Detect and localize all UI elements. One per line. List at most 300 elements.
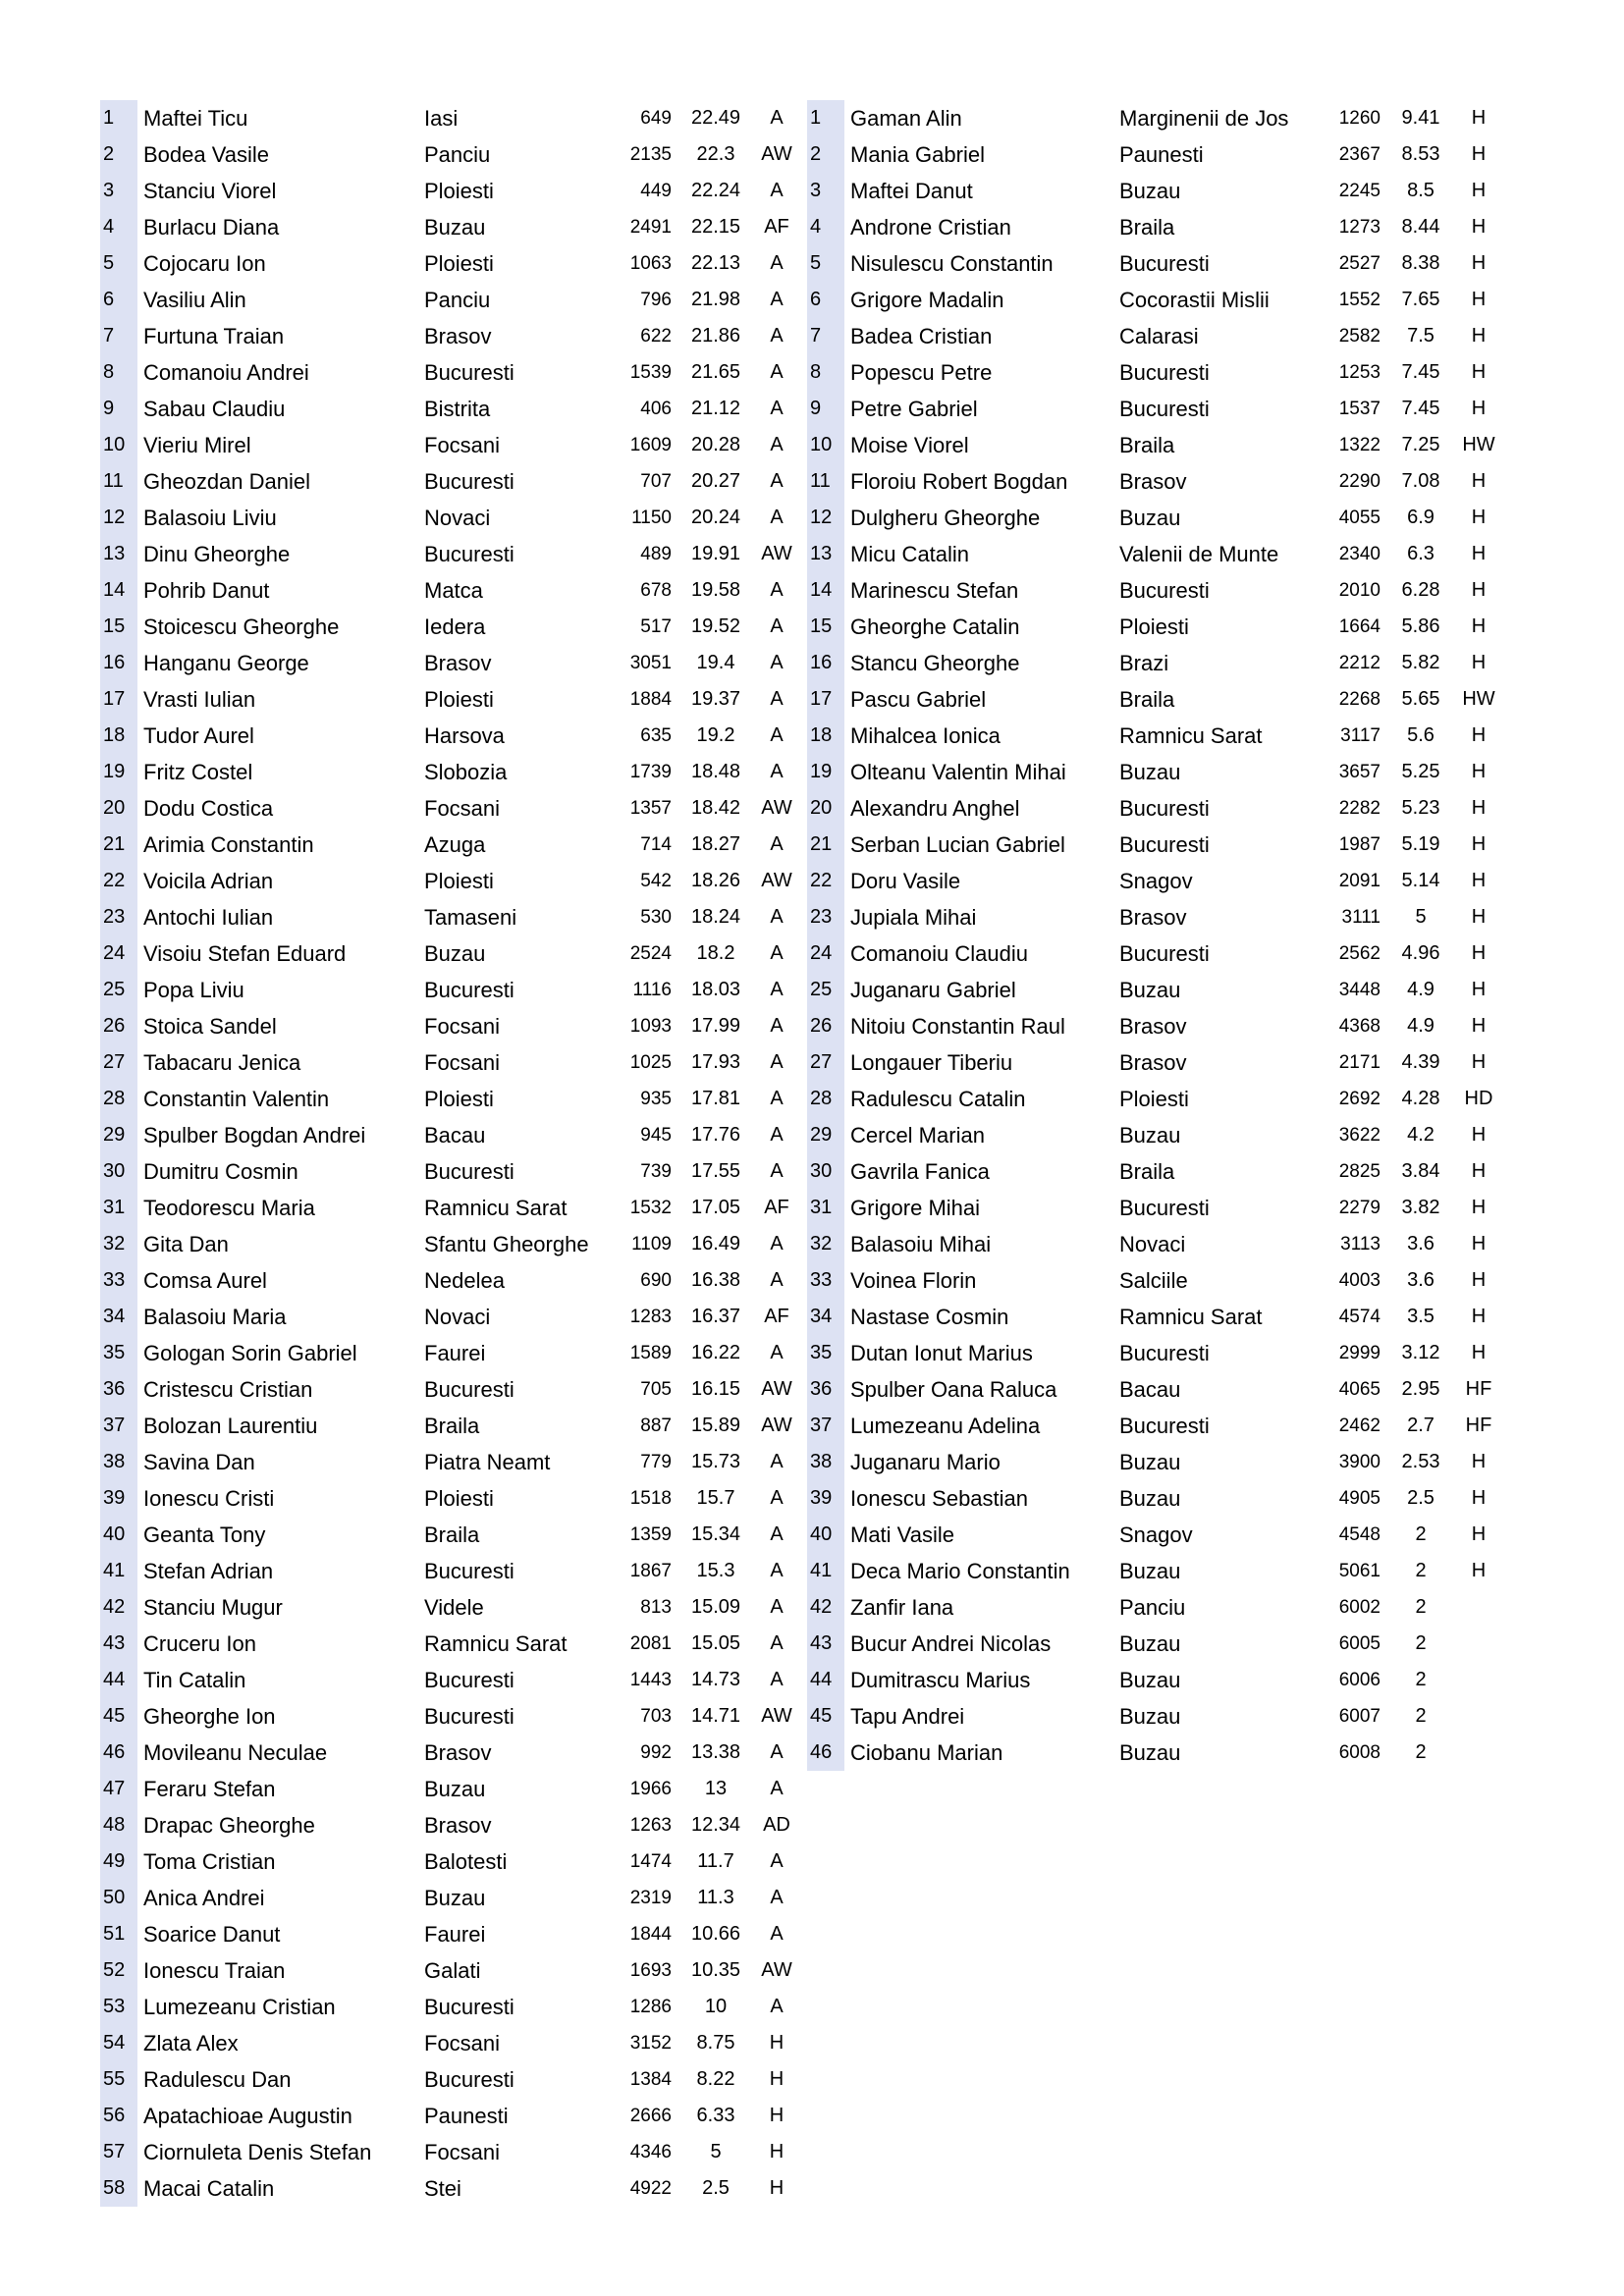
rank-cell: 41	[100, 1553, 137, 1589]
class-cell: A	[770, 289, 784, 310]
city-cell: Galati	[424, 1958, 481, 1983]
rank-cell: 39	[807, 1480, 844, 1517]
score-cell: 8.5	[1407, 180, 1435, 201]
name-cell: Radulescu Catalin	[850, 1087, 1026, 1111]
score-cell: 2.5	[1407, 1487, 1435, 1509]
score-cell: 2.95	[1401, 1378, 1440, 1400]
name-cell: Dinu Gheorghe	[143, 542, 291, 566]
score-cell: 12.34	[690, 1814, 741, 1836]
score-cell: 2	[1415, 1560, 1427, 1581]
city-cell: Bucuresti	[424, 360, 514, 385]
rank-cell: 44	[807, 1662, 844, 1698]
score-cell: 17.81	[690, 1088, 741, 1109]
rank-cell: 40	[100, 1517, 137, 1553]
name-cell: Ionescu Traian	[143, 1958, 286, 1983]
number-cell: 2692	[1338, 1089, 1380, 1109]
rank-cell: 3	[807, 173, 844, 209]
number-cell: 3113	[1340, 1234, 1380, 1255]
score-cell: 3.82	[1401, 1197, 1440, 1218]
number-cell: 2562	[1338, 943, 1380, 964]
name-cell: Stancu Gheorghe	[850, 651, 1020, 675]
rank-cell: 5	[100, 245, 137, 282]
score-cell: 7.08	[1401, 470, 1440, 492]
name-cell: Juganaru Mario	[850, 1450, 1001, 1474]
number-cell: 678	[640, 580, 672, 601]
rank-cell: 20	[100, 790, 137, 827]
rank-cell: 40	[807, 1517, 844, 1553]
rank-cell: 18	[807, 718, 844, 754]
score-cell: 10	[704, 1996, 728, 2017]
city-cell: Ploiesti	[424, 1087, 494, 1111]
name-cell: Comanoiu Andrei	[143, 360, 309, 385]
score-cell: 21.86	[690, 325, 741, 347]
name-cell: Gheorghe Ion	[143, 1704, 276, 1729]
score-cell: 14.71	[690, 1705, 741, 1727]
class-cell: A	[770, 1923, 784, 1945]
rank-cell: 44	[100, 1662, 137, 1698]
city-cell: Ploiesti	[1119, 614, 1189, 639]
name-cell: Ciornuleta Denis Stefan	[143, 2140, 372, 2164]
rank-cell: 14	[100, 572, 137, 609]
name-cell: Antochi Iulian	[143, 905, 274, 930]
score-cell: 5.82	[1401, 652, 1440, 673]
name-cell: Furtuna Traian	[143, 324, 285, 348]
city-cell: Bucuresti	[424, 1704, 514, 1729]
score-cell: 7.25	[1401, 434, 1440, 455]
city-cell: Ploiesti	[1119, 1087, 1189, 1111]
number-cell: 779	[640, 1452, 672, 1472]
rank-cell: 24	[100, 935, 137, 972]
number-cell: 3117	[1340, 725, 1380, 746]
name-cell: Olteanu Valentin Mihai	[850, 760, 1066, 784]
name-cell: Gaman Alin	[850, 106, 962, 131]
number-cell: 2282	[1338, 798, 1380, 819]
rank-cell: 19	[807, 754, 844, 790]
name-cell: Comsa Aurel	[143, 1268, 267, 1293]
name-cell: Gheozdan Daniel	[143, 469, 311, 494]
city-cell: Buzau	[1119, 179, 1181, 203]
rank-cell: 16	[100, 645, 137, 681]
number-cell: 1286	[629, 1997, 672, 2017]
number-cell: 4003	[1338, 1270, 1380, 1291]
class-cell: A	[770, 1596, 784, 1618]
class-cell: A	[770, 1560, 784, 1581]
name-cell: Drapac Gheorghe	[143, 1813, 315, 1838]
city-cell: Bacau	[424, 1123, 486, 1148]
score-cell: 5.6	[1407, 724, 1435, 746]
rank-cell: 35	[807, 1335, 844, 1371]
class-cell: H	[1471, 1160, 1487, 1182]
number-cell: 4368	[1338, 1016, 1380, 1037]
class-cell: HD	[1464, 1088, 1493, 1109]
score-cell: 22.24	[690, 180, 741, 201]
class-cell: A	[770, 761, 784, 782]
rank-cell: 22	[100, 863, 137, 899]
city-cell: Braila	[424, 1522, 480, 1547]
number-cell: 1260	[1338, 108, 1380, 129]
name-cell: Badea Cristian	[850, 324, 993, 348]
score-cell: 7.45	[1401, 361, 1440, 383]
rank-cell: 15	[807, 609, 844, 645]
rank-cell: 2	[100, 136, 137, 173]
rank-cell: 39	[100, 1480, 137, 1517]
rank-cell: 48	[100, 1807, 137, 1843]
number-cell: 1283	[629, 1307, 672, 1327]
city-cell: Cocorastii Mislii	[1119, 288, 1270, 312]
name-cell: Comanoiu Claudiu	[850, 941, 1028, 966]
rank-cell: 21	[100, 827, 137, 863]
city-cell: Bucuresti	[424, 1159, 514, 1184]
rank-cell: 25	[100, 972, 137, 1008]
rank-cell: 1	[807, 100, 844, 136]
number-cell: 707	[640, 471, 672, 492]
number-cell: 1539	[629, 362, 672, 383]
city-cell: Brasov	[1119, 469, 1187, 494]
city-cell: Novaci	[424, 1305, 491, 1329]
city-cell: Brasov	[424, 651, 492, 675]
city-cell: Bucuresti	[1119, 251, 1210, 276]
name-cell: Dumitru Cosmin	[143, 1159, 298, 1184]
name-cell: Geanta Tony	[143, 1522, 266, 1547]
name-cell: Nitoiu Constantin Raul	[850, 1014, 1065, 1039]
number-cell: 3900	[1338, 1452, 1380, 1472]
score-cell: 22.15	[690, 216, 741, 238]
score-cell: 2.53	[1401, 1451, 1440, 1472]
class-cell: H	[1471, 216, 1487, 238]
score-cell: 3.6	[1407, 1233, 1435, 1255]
rank-cell: 17	[807, 681, 844, 718]
score-cell: 6.3	[1407, 543, 1435, 564]
score-cell: 15.05	[690, 1632, 741, 1654]
score-cell: 3.12	[1401, 1342, 1440, 1363]
city-cell: Bacau	[1119, 1377, 1181, 1402]
rank-cell: 43	[807, 1626, 844, 1662]
class-cell: A	[770, 1269, 784, 1291]
number-cell: 1884	[629, 689, 672, 710]
rank-cell: 34	[807, 1299, 844, 1335]
city-cell: Brasov	[424, 324, 492, 348]
class-cell: A	[770, 1741, 784, 1763]
rank-cell: 27	[807, 1044, 844, 1081]
score-cell: 21.98	[690, 289, 741, 310]
city-cell: Azuga	[424, 832, 486, 857]
score-cell: 8.53	[1401, 143, 1440, 165]
name-cell: Balasoiu Liviu	[143, 506, 277, 530]
city-cell: Buzau	[1119, 506, 1181, 530]
number-cell: 530	[640, 907, 672, 928]
score-cell: 19.91	[690, 543, 741, 564]
class-cell: A	[770, 361, 784, 383]
name-cell: Visoiu Stefan Eduard	[143, 941, 347, 966]
rank-cell: 43	[100, 1626, 137, 1662]
name-cell: Petre Gabriel	[850, 397, 978, 421]
city-cell: Bucuresti	[1119, 1196, 1210, 1220]
rank-cell: 7	[100, 318, 137, 354]
city-cell: Panciu	[1119, 1595, 1186, 1620]
city-cell: Bucuresti	[424, 1995, 514, 2019]
score-cell: 16.22	[690, 1342, 741, 1363]
class-cell: H	[1471, 325, 1487, 347]
name-cell: Pohrib Danut	[143, 578, 270, 603]
name-cell: Dutan Ionut Marius	[850, 1341, 1033, 1365]
class-cell: H	[1471, 1269, 1487, 1291]
rank-cell: 37	[807, 1408, 844, 1444]
number-cell: 2245	[1338, 181, 1380, 201]
score-cell: 22.49	[690, 107, 741, 129]
class-cell: A	[770, 724, 784, 746]
rank-cell: 14	[807, 572, 844, 609]
name-cell: Jupiala Mihai	[850, 905, 977, 930]
score-cell: 18.2	[696, 942, 735, 964]
number-cell: 3622	[1338, 1125, 1380, 1146]
number-cell: 6006	[1338, 1670, 1380, 1690]
class-cell: HW	[1462, 688, 1495, 710]
class-cell: A	[770, 1124, 784, 1146]
class-cell: A	[770, 652, 784, 673]
rank-cell: 21	[807, 827, 844, 863]
rank-cell: 52	[100, 1952, 137, 1989]
number-cell: 489	[640, 544, 672, 564]
class-cell: A	[770, 1850, 784, 1872]
class-cell: H	[769, 2105, 785, 2126]
rank-cell: 29	[807, 1117, 844, 1153]
name-cell: Tapu Andrei	[850, 1704, 965, 1729]
name-cell: Mania Gabriel	[850, 142, 985, 167]
score-cell: 19.4	[696, 652, 735, 673]
number-cell: 796	[640, 290, 672, 310]
class-cell: H	[1471, 724, 1487, 746]
number-cell: 2582	[1338, 326, 1380, 347]
rank-cell: 9	[807, 391, 844, 427]
score-cell: 19.52	[690, 615, 741, 637]
city-cell: Buzau	[424, 1886, 486, 1910]
name-cell: Nastase Cosmin	[850, 1305, 1009, 1329]
city-cell: Bucuresti	[1119, 832, 1210, 857]
number-cell: 887	[640, 1415, 672, 1436]
city-cell: Bucuresti	[424, 542, 514, 566]
score-cell: 19.58	[690, 579, 741, 601]
score-cell: 13	[704, 1778, 728, 1799]
city-cell: Panciu	[424, 142, 491, 167]
number-cell: 4065	[1338, 1379, 1380, 1400]
score-cell: 2	[1415, 1669, 1427, 1690]
score-cell: 20.27	[690, 470, 741, 492]
rank-cell: 27	[100, 1044, 137, 1081]
city-cell: Braila	[1119, 687, 1175, 712]
number-cell: 2081	[629, 1633, 672, 1654]
city-cell: Buzau	[1119, 1123, 1181, 1148]
rank-cell: 38	[100, 1444, 137, 1480]
class-cell: A	[770, 325, 784, 347]
number-cell: 3051	[629, 653, 672, 673]
name-cell: Vrasti Iulian	[143, 687, 256, 712]
class-cell: H	[1471, 543, 1487, 564]
class-cell: H	[1471, 470, 1487, 492]
class-cell: H	[1471, 1124, 1487, 1146]
number-cell: 2290	[1338, 471, 1380, 492]
city-cell: Buzau	[1119, 1668, 1181, 1692]
city-cell: Bucuresti	[1119, 796, 1210, 821]
city-cell: Iasi	[424, 106, 459, 131]
class-cell: H	[1471, 870, 1487, 891]
city-cell: Bucuresti	[424, 1668, 514, 1692]
class-cell: H	[1471, 979, 1487, 1000]
rank-cell: 32	[807, 1226, 844, 1262]
score-cell: 5.14	[1401, 870, 1440, 891]
number-cell: 1987	[1338, 834, 1380, 855]
class-cell: H	[1471, 833, 1487, 855]
city-cell: Snagov	[1119, 869, 1193, 893]
score-cell: 13.38	[690, 1741, 741, 1763]
score-cell: 7.65	[1401, 289, 1440, 310]
score-cell: 10.66	[690, 1923, 741, 1945]
class-cell: H	[1471, 1197, 1487, 1218]
name-cell: Stoica Sandel	[143, 1014, 277, 1039]
score-cell: 18.48	[690, 761, 741, 782]
city-cell: Marginenii de Jos	[1119, 106, 1289, 131]
class-cell: A	[770, 688, 784, 710]
score-cell: 18.03	[690, 979, 741, 1000]
rank-cell: 54	[100, 2025, 137, 2061]
number-cell: 4055	[1338, 507, 1380, 528]
rank-cell: 34	[100, 1299, 137, 1335]
rank-cell: 28	[807, 1081, 844, 1117]
rank-cell: 11	[100, 463, 137, 500]
class-cell: A	[770, 579, 784, 601]
score-cell: 7.5	[1407, 325, 1435, 347]
score-cell: 6.28	[1401, 579, 1440, 601]
city-cell: Faurei	[424, 1922, 486, 1947]
score-cell: 15.34	[690, 1523, 741, 1545]
city-cell: Iedera	[424, 614, 486, 639]
name-cell: Fritz Costel	[143, 760, 253, 784]
rank-cell: 36	[807, 1371, 844, 1408]
class-cell: H	[769, 2141, 785, 2163]
city-cell: Valenii de Munte	[1119, 542, 1279, 566]
class-cell: H	[1471, 1306, 1487, 1327]
score-cell: 15.09	[690, 1596, 741, 1618]
name-cell: Voinea Florin	[850, 1268, 977, 1293]
class-cell: H	[1471, 1342, 1487, 1363]
city-cell: Ramnicu Sarat	[1119, 723, 1263, 748]
city-cell: Ploiesti	[424, 251, 494, 276]
city-cell: Ramnicu Sarat	[1119, 1305, 1263, 1329]
class-cell: H	[1471, 398, 1487, 419]
city-cell: Buzau	[1119, 1559, 1181, 1583]
name-cell: Gheorghe Catalin	[850, 614, 1020, 639]
number-cell: 1589	[629, 1343, 672, 1363]
class-cell: A	[770, 1051, 784, 1073]
city-cell: Ploiesti	[424, 869, 494, 893]
name-cell: Alexandru Anghel	[850, 796, 1020, 821]
city-cell: Novaci	[1119, 1232, 1186, 1256]
city-cell: Bucuresti	[1119, 578, 1210, 603]
name-cell: Constantin Valentin	[143, 1087, 330, 1111]
name-cell: Burlacu Diana	[143, 215, 280, 240]
class-cell: HF	[1465, 1415, 1492, 1436]
number-cell: 813	[640, 1597, 672, 1618]
number-cell: 1025	[629, 1052, 672, 1073]
city-cell: Salciile	[1119, 1268, 1188, 1293]
name-cell: Deca Mario Constantin	[850, 1559, 1070, 1583]
score-cell: 6.9	[1407, 507, 1435, 528]
city-cell: Braila	[1119, 215, 1175, 240]
score-cell: 4.2	[1407, 1124, 1435, 1146]
name-cell: Zanfir Iana	[850, 1595, 954, 1620]
score-cell: 10.35	[690, 1959, 741, 1981]
rank-cell: 33	[807, 1262, 844, 1299]
rank-cell: 26	[807, 1008, 844, 1044]
class-cell: A	[770, 979, 784, 1000]
score-cell: 3.5	[1407, 1306, 1435, 1327]
score-cell: 22.13	[690, 252, 741, 274]
score-cell: 17.99	[690, 1015, 741, 1037]
score-cell: 14.73	[690, 1669, 741, 1690]
rank-cell: 22	[807, 863, 844, 899]
rank-cell: 51	[100, 1916, 137, 1952]
number-cell: 2367	[1338, 144, 1380, 165]
city-cell: Brasov	[1119, 1050, 1187, 1075]
rank-cell: 13	[100, 536, 137, 572]
class-cell: H	[1471, 180, 1487, 201]
city-cell: Faurei	[424, 1341, 486, 1365]
name-cell: Serban Lucian Gabriel	[850, 832, 1065, 857]
class-cell: H	[1471, 1487, 1487, 1509]
city-cell: Buzau	[1119, 760, 1181, 784]
city-cell: Braila	[1119, 1159, 1175, 1184]
name-cell: Lumezeanu Adelina	[850, 1414, 1041, 1438]
score-cell: 15.3	[696, 1560, 735, 1581]
number-cell: 1609	[629, 435, 672, 455]
name-cell: Vieriu Mirel	[143, 433, 251, 457]
city-cell: Ploiesti	[424, 687, 494, 712]
name-cell: Soarice Danut	[143, 1922, 281, 1947]
rank-cell: 12	[807, 500, 844, 536]
city-cell: Bucuresti	[1119, 1414, 1210, 1438]
rank-cell: 6	[807, 282, 844, 318]
score-cell: 17.55	[690, 1160, 741, 1182]
score-cell: 11.7	[697, 1850, 734, 1872]
city-cell: Sfantu Gheorghe	[424, 1232, 589, 1256]
name-cell: Gita Dan	[143, 1232, 229, 1256]
name-cell: Doru Vasile	[850, 869, 961, 893]
name-cell: Grigore Mihai	[850, 1196, 981, 1220]
rank-cell: 11	[807, 463, 844, 500]
score-cell: 8.44	[1401, 216, 1440, 238]
name-cell: Stefan Adrian	[143, 1559, 274, 1583]
name-cell: Hanganu George	[143, 651, 309, 675]
city-cell: Piatra Neamt	[424, 1450, 551, 1474]
class-cell: AW	[761, 870, 792, 891]
score-cell: 5.23	[1401, 797, 1440, 819]
name-cell: Maftei Ticu	[143, 106, 248, 131]
name-cell: Toma Cristian	[143, 1849, 276, 1874]
city-cell: Focsani	[424, 1014, 501, 1039]
score-cell: 18.27	[690, 833, 741, 855]
number-cell: 2999	[1338, 1343, 1380, 1363]
rank-cell: 23	[100, 899, 137, 935]
class-cell: H	[1471, 1523, 1487, 1545]
score-cell: 9.41	[1401, 107, 1440, 129]
class-cell: A	[770, 1778, 784, 1799]
class-cell: H	[1471, 1233, 1487, 1255]
number-cell: 2268	[1338, 689, 1380, 710]
number-cell: 5061	[1338, 1561, 1380, 1581]
score-cell: 4.96	[1401, 942, 1440, 964]
number-cell: 935	[640, 1089, 672, 1109]
name-cell: Gavrila Fanica	[850, 1159, 990, 1184]
class-cell: H	[1471, 143, 1487, 165]
